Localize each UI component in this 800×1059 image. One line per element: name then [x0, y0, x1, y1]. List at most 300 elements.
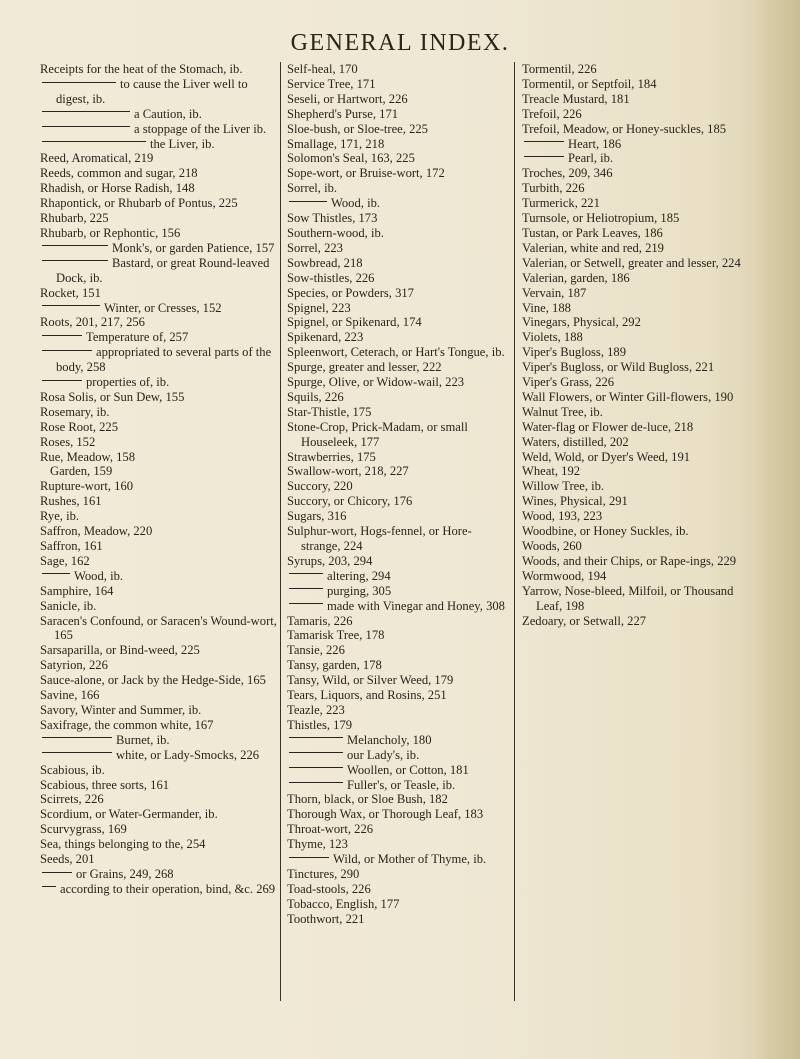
index-entry — [40, 151, 278, 166]
index-entry-text: Wines, Physical, 291 — [522, 494, 628, 509]
index-entry-text: Weld, Wold, or Dyer's Weed, 191 — [522, 449, 691, 464]
index-entry — [287, 882, 511, 897]
column-divider — [280, 62, 281, 1001]
index-entry — [40, 852, 278, 867]
index-entry-text: Scabious, three sorts, 161 — [40, 777, 170, 792]
index-entry-text: Sorrel, 223 — [287, 240, 343, 255]
index-entry-text: Wood, 193, 223 — [522, 509, 603, 524]
ditto-rule — [42, 335, 82, 336]
index-entry-text: a stoppage of the Liver ib. — [134, 121, 267, 136]
index-entry-text: Wild, or Mother of Thyme, ib. — [333, 852, 487, 867]
index-entry-text: Stone-Crop, Prick-Madam, or small Houseleek, 177 — [287, 419, 468, 449]
index-entry — [522, 256, 756, 271]
index-entry-text: Rose Root, 225 — [40, 419, 119, 434]
index-entry — [40, 494, 278, 509]
index-entry-text: Rye, ib. — [40, 509, 80, 524]
index-entry-text: Willow Tree, ib. — [522, 479, 605, 494]
index-entry-text: Bastard, or great Round-leaved Dock, ib. — [56, 255, 270, 285]
ditto-rule — [42, 350, 92, 351]
index-entry — [40, 181, 278, 196]
index-entry-text: Seeds, 201 — [40, 852, 95, 867]
index-entry — [40, 778, 278, 793]
index-entry-text: Spignel, 223 — [287, 300, 351, 315]
index-entry — [40, 166, 278, 181]
index-entry — [522, 77, 756, 92]
index-entry — [522, 286, 756, 301]
index-entry-text: Fuller's, or Teasle, ib. — [347, 777, 456, 792]
index-entry-text: Burnet, ib. — [116, 732, 170, 747]
index-entry — [287, 390, 511, 405]
index-entry — [40, 196, 278, 211]
index-entry-text: Tamaris, 226 — [287, 613, 353, 628]
index-entry — [40, 867, 278, 882]
index-entry-text: properties of, ib. — [86, 375, 170, 390]
index-entry-text: Syrups, 203, 294 — [287, 553, 373, 568]
index-entry — [522, 122, 756, 137]
index-entry — [40, 286, 278, 301]
ditto-rule — [42, 573, 70, 574]
index-entry-text: Temperature of, 257 — [86, 330, 189, 345]
index-entry — [40, 137, 278, 152]
index-entry — [522, 405, 756, 420]
index-entry — [522, 151, 756, 166]
index-entry-text: Tormentil, or Septfoil, 184 — [522, 76, 657, 91]
index-entry-text: Self-heal, 170 — [287, 62, 358, 76]
index-entry-text: Valerian, garden, 186 — [522, 270, 630, 285]
index-entry — [287, 62, 511, 77]
ditto-rule — [289, 588, 323, 589]
index-entry — [40, 122, 278, 137]
index-entry — [287, 778, 511, 793]
index-entry-text: Savory, Winter and Summer, ib. — [40, 702, 202, 717]
index-entry — [287, 107, 511, 122]
index-entry — [287, 673, 511, 688]
index-entry — [522, 62, 756, 77]
index-entry — [40, 330, 278, 345]
index-entry — [522, 539, 756, 554]
index-entry — [40, 539, 278, 554]
page-title: GENERAL INDEX. — [290, 30, 510, 56]
index-entry — [40, 226, 278, 241]
index-entry-text: Saracen's Confound, or Saracen's Wound-wort, 165 — [40, 613, 277, 643]
index-entry — [522, 584, 756, 614]
index-entry — [287, 852, 511, 867]
index-column-2 — [287, 62, 511, 927]
index-entry-text: Spleenwort, Ceterach, or Hart's Tongue, ib. — [287, 345, 505, 360]
column-divider — [514, 62, 515, 1001]
ditto-rule — [42, 752, 112, 753]
index-entry-text: our Lady's, ib. — [347, 747, 420, 762]
index-entry-text: Roots, 201, 217, 256 — [40, 315, 145, 330]
index-entry — [40, 450, 278, 465]
index-entry-text: Sarsaparilla, or Bind-weed, 225 — [40, 643, 200, 658]
index-entry-text: Woollen, or Cotton, 181 — [347, 762, 469, 777]
index-entry — [40, 405, 278, 420]
index-entry-text: Rupture-wort, 160 — [40, 479, 134, 494]
ditto-rule — [42, 141, 146, 142]
index-entry — [287, 315, 511, 330]
index-entry — [40, 107, 278, 122]
index-entry-text: Trefoil, Meadow, or Honey-suckles, 185 — [522, 121, 727, 136]
index-entry-text: Tears, Liquors, and Rosins, 251 — [287, 688, 447, 703]
index-entry — [40, 509, 278, 524]
index-entry — [287, 77, 511, 92]
index-entry-text: Solomon's Seal, 163, 225 — [287, 151, 415, 166]
index-entry — [522, 226, 756, 241]
ditto-rule — [289, 201, 327, 202]
ditto-rule — [42, 305, 100, 306]
index-entry — [287, 584, 511, 599]
index-entry-text: or Grains, 249, 268 — [76, 866, 174, 881]
index-entry-text: Spikenard, 223 — [287, 330, 364, 345]
index-entry-text: Pearl, ib. — [568, 151, 614, 166]
index-entry-text: Sugars, 316 — [287, 509, 347, 524]
index-entry-text: a Caution, ib. — [134, 106, 202, 121]
index-entry-text: Saxifrage, the common white, 167 — [40, 717, 214, 732]
index-entry — [287, 286, 511, 301]
index-entry — [287, 703, 511, 718]
index-entry — [40, 673, 278, 688]
index-entry-text: Smallage, 171, 218 — [287, 136, 385, 151]
index-entry — [287, 196, 511, 211]
index-entry-text: Sope-wort, or Bruise-wort, 172 — [287, 166, 445, 181]
index-entry — [287, 450, 511, 465]
index-entry-text: Melancholy, 180 — [347, 732, 432, 747]
index-entry — [522, 360, 756, 375]
index-entry — [522, 301, 756, 316]
index-entry-text: Rosa Solis, or Sun Dew, 155 — [40, 389, 185, 404]
index-entry — [40, 807, 278, 822]
index-entry-text: Yarrow, Nose-bleed, Milfoil, or Thousand Leaf, 198 — [522, 583, 734, 613]
index-entry — [522, 196, 756, 211]
index-entry-text: Shepherd's Purse, 171 — [287, 106, 399, 121]
index-entry — [287, 509, 511, 524]
index-entry-text: Tobacco, English, 177 — [287, 896, 400, 911]
index-entry — [287, 807, 511, 822]
index-entry-text: Toothwort, 221 — [287, 911, 365, 926]
index-entry — [287, 479, 511, 494]
index-entry-text: Monk's, or garden Patience, 157 — [112, 240, 275, 255]
index-entry — [522, 345, 756, 360]
index-entry — [40, 211, 278, 226]
index-entry-text: Tansy, garden, 178 — [287, 658, 382, 673]
index-entry — [522, 315, 756, 330]
ditto-rule — [289, 752, 343, 753]
index-entry — [40, 599, 278, 614]
index-entry-text: Tansy, Wild, or Silver Weed, 179 — [287, 673, 454, 688]
ditto-rule — [524, 141, 564, 142]
index-entry — [40, 345, 278, 375]
index-entry — [40, 301, 278, 316]
index-entry — [40, 733, 278, 748]
index-entry — [287, 494, 511, 509]
index-entry-text: Wheat, 192 — [522, 464, 581, 479]
index-entry — [522, 524, 756, 539]
ditto-rule — [289, 737, 343, 738]
index-entry-text: Tustan, or Park Leaves, 186 — [522, 225, 663, 240]
index-entry — [287, 822, 511, 837]
index-entry — [40, 390, 278, 405]
index-entry-text: Sorrel, ib. — [287, 181, 338, 196]
index-entry — [40, 882, 278, 897]
index-entry-text: Woods, 260 — [522, 539, 582, 553]
index-entry — [40, 554, 278, 569]
index-entry-text: Savine, 166 — [40, 688, 100, 703]
index-entry-text: Winter, or Cresses, 152 — [104, 300, 222, 315]
index-entry — [40, 763, 278, 778]
index-entry-text: Walnut Tree, ib. — [522, 404, 603, 419]
index-entry — [287, 792, 511, 807]
index-entry — [287, 360, 511, 375]
index-entry — [287, 271, 511, 286]
index-entry — [287, 837, 511, 852]
ditto-rule — [289, 782, 343, 783]
index-entry-text: Southern-wood, ib. — [287, 225, 384, 240]
index-entry — [287, 897, 511, 912]
index-entry — [287, 867, 511, 882]
index-entry-text: Thorn, black, or Sloe Bush, 182 — [287, 792, 448, 807]
index-entry — [40, 792, 278, 807]
ditto-rule — [42, 260, 108, 261]
index-entry — [522, 614, 756, 629]
ditto-rule — [42, 872, 72, 873]
index-entry — [40, 375, 278, 390]
index-entry-text: Violets, 188 — [522, 330, 583, 345]
index-entry — [287, 122, 511, 137]
index-entry — [287, 599, 511, 614]
index-entry — [287, 151, 511, 166]
index-entry-text: Garden, 159 — [50, 464, 113, 479]
index-entry — [287, 226, 511, 241]
index-entry — [287, 524, 511, 554]
index-entry — [40, 256, 278, 286]
index-entry-text: Sage, 162 — [40, 553, 90, 568]
index-entry-text: Swallow-wort, 218, 227 — [287, 464, 409, 479]
index-entry — [522, 464, 756, 479]
index-entry — [287, 628, 511, 643]
index-entry-text: Sowbread, 218 — [287, 255, 363, 270]
ditto-rule — [524, 156, 564, 157]
index-entry-text: Seseli, or Hartwort, 226 — [287, 91, 408, 106]
index-entry-text: Tormentil, 226 — [522, 62, 597, 76]
index-entry-text: Woodbine, or Honey Suckles, ib. — [522, 524, 689, 539]
index-entry-text: the Liver, ib. — [150, 136, 215, 151]
index-entry — [40, 822, 278, 837]
index-entry-text: Spurge, greater and lesser, 222 — [287, 360, 442, 375]
index-entry-text: purging, 305 — [327, 583, 392, 598]
index-entry-text: Teazle, 223 — [287, 702, 345, 717]
index-entry-text: made with Vinegar and Honey, 308 — [327, 598, 505, 613]
index-entry-text: Reed, Aromatical, 219 — [40, 151, 154, 166]
index-entry-text: Scabious, ib. — [40, 762, 105, 777]
index-entry — [40, 241, 278, 256]
index-entry-text: Rushes, 161 — [40, 494, 102, 509]
index-entry — [522, 166, 756, 181]
index-entry-text: Squils, 226 — [287, 389, 344, 404]
index-entry — [522, 509, 756, 524]
index-entry-text: Tamarisk Tree, 178 — [287, 628, 385, 643]
index-column-1 — [40, 62, 278, 897]
index-entry-text: Succory, or Chicory, 176 — [287, 494, 413, 509]
index-entry — [40, 524, 278, 539]
index-entry-text: Tansie, 226 — [287, 643, 345, 658]
index-entry — [40, 718, 278, 733]
index-entry — [287, 464, 511, 479]
index-entry — [40, 584, 278, 599]
index-entry-text: Star-Thistle, 175 — [287, 404, 372, 419]
index-entry — [287, 733, 511, 748]
index-entry-text: Samphire, 164 — [40, 583, 114, 598]
index-entry-text: Turnsole, or Heliotropium, 185 — [522, 211, 680, 226]
ditto-rule — [42, 126, 130, 127]
index-entry-text: Wall Flowers, or Winter Gill-flowers, 190 — [522, 389, 734, 404]
index-entry — [287, 241, 511, 256]
index-entry — [40, 837, 278, 852]
index-entry-text: Rue, Meadow, 158 — [40, 449, 136, 464]
index-entry-text: Turmerick, 221 — [522, 196, 600, 211]
index-entry-text: Thorough Wax, or Thorough Leaf, 183 — [287, 807, 484, 822]
index-entry-text: Trefoil, 226 — [522, 106, 582, 121]
index-entry-text: Throat-wort, 226 — [287, 822, 374, 837]
index-entry-text: Valerian, white and red, 219 — [522, 240, 664, 255]
index-entry — [40, 688, 278, 703]
index-entry-text: Wood, ib. — [74, 568, 124, 583]
index-entry-text: Vine, 188 — [522, 300, 571, 315]
index-entry — [522, 375, 756, 390]
index-entry-text: Sanicle, ib. — [40, 598, 97, 613]
index-entry-text: Rhapontick, or Rhubarb of Pontus, 225 — [40, 196, 238, 211]
index-entry-text: Scurvygrass, 169 — [40, 822, 127, 837]
index-entry-text: Waters, distilled, 202 — [522, 434, 629, 449]
index-entry — [522, 181, 756, 196]
index-entry — [40, 420, 278, 435]
index-entry-text: Rhubarb, or Rephontic, 156 — [40, 225, 181, 240]
index-entry — [40, 435, 278, 450]
index-entry-text: Saffron, 161 — [40, 539, 103, 553]
index-entry — [287, 405, 511, 420]
index-entry — [287, 181, 511, 196]
index-entry-text: Woods, and their Chips, or Rape-ings, 229 — [522, 553, 737, 568]
index-entry — [40, 703, 278, 718]
index-entry — [287, 256, 511, 271]
index-entry-text: Troches, 209, 346 — [522, 166, 613, 181]
index-entry-text: Vervain, 187 — [522, 285, 587, 300]
index-entry-text: to cause the Liver well to digest, ib. — [56, 76, 248, 106]
index-entry — [287, 166, 511, 181]
index-entry-text: Rhubarb, 225 — [40, 211, 109, 226]
index-entry — [522, 554, 756, 569]
index-entry-text: Species, or Powders, 317 — [287, 285, 414, 300]
index-entry — [287, 330, 511, 345]
ditto-rule — [42, 82, 116, 83]
index-entry — [287, 211, 511, 226]
index-entry-text: Sow-thistles, 226 — [287, 270, 375, 285]
index-entry — [287, 137, 511, 152]
index-entry-text: according to their operation, bind, &c. 269 — [60, 881, 276, 896]
index-entry — [40, 464, 278, 479]
ditto-rule — [42, 111, 130, 112]
index-entry — [40, 748, 278, 763]
index-entry — [287, 569, 511, 584]
index-entry-text: Wormwood, 194 — [522, 568, 607, 583]
index-entry — [40, 315, 278, 330]
index-entry — [522, 107, 756, 122]
index-entry — [287, 554, 511, 569]
index-entry — [522, 420, 756, 435]
index-entry — [522, 569, 756, 584]
index-entry-text: Sow Thistles, 173 — [287, 211, 378, 226]
index-entry — [40, 643, 278, 658]
index-entry-text: Sloe-bush, or Sloe-tree, 225 — [287, 121, 428, 136]
index-entry-text: Receipts for the heat of the Stomach, ib. — [40, 62, 243, 76]
index-entry-text: Tinctures, 290 — [287, 866, 360, 881]
index-entry-text: Strawberries, 175 — [287, 449, 376, 464]
index-entry — [522, 330, 756, 345]
index-entry — [40, 658, 278, 673]
index-entry-text: Water-flag or Flower de-luce, 218 — [522, 419, 694, 434]
index-entry-text: Sea, things belonging to the, 254 — [40, 837, 206, 852]
index-entry-text: Succory, 220 — [287, 479, 353, 494]
index-entry — [287, 658, 511, 673]
index-entry-text: Roses, 152 — [40, 434, 96, 449]
index-entry-text: Thyme, 123 — [287, 837, 348, 852]
index-entry-text: Vinegars, Physical, 292 — [522, 315, 641, 330]
index-entry — [522, 241, 756, 256]
index-entry-text: Turbith, 226 — [522, 181, 585, 196]
index-entry — [287, 718, 511, 733]
index-entry — [522, 450, 756, 465]
ditto-rule — [42, 886, 56, 887]
index-entry — [522, 92, 756, 107]
ditto-rule — [289, 767, 343, 768]
ditto-rule — [289, 603, 323, 604]
ditto-rule — [42, 380, 82, 381]
index-entry-text: Scirrets, 226 — [40, 792, 104, 807]
index-entry — [287, 375, 511, 390]
index-entry-text: Satyrion, 226 — [40, 658, 108, 673]
index-entry-text: Toad-stools, 226 — [287, 881, 371, 896]
index-entry — [287, 912, 511, 927]
index-entry — [287, 301, 511, 316]
index-entry — [287, 420, 511, 450]
index-entry-text: Thistles, 179 — [287, 717, 353, 732]
index-entry-text: Spignel, or Spikenard, 174 — [287, 315, 422, 330]
index-entry-text: Viper's Bugloss, or Wild Bugloss, 221 — [522, 360, 715, 375]
index-entry — [287, 763, 511, 778]
index-entry — [522, 390, 756, 405]
index-entry — [287, 688, 511, 703]
index-entry — [40, 62, 278, 77]
index-entry — [287, 92, 511, 107]
index-entry-text: Valerian, or Setwell, greater and lesser, 224 — [522, 255, 741, 270]
index-entry-text: appropriated to several parts of the body, 258 — [56, 345, 272, 375]
index-entry-text: Saffron, Meadow, 220 — [40, 524, 153, 539]
index-entry — [287, 748, 511, 763]
index-entry-text: altering, 294 — [327, 568, 391, 583]
index-entry-text: Service Tree, 171 — [287, 76, 376, 91]
index-entry — [287, 614, 511, 629]
index-entry-text: Sulphur-wort, Hogs-fennel, or Hore-strange, 224 — [287, 524, 472, 553]
ditto-rule — [42, 737, 112, 738]
index-entry — [522, 271, 756, 286]
index-entry-text: Wood, ib. — [331, 196, 381, 211]
index-entry-text: Reeds, common and sugar, 218 — [40, 166, 198, 181]
index-entry — [522, 435, 756, 450]
index-entry — [522, 137, 756, 152]
index-entry — [522, 211, 756, 226]
page-edge-shadow — [754, 0, 800, 1059]
index-entry — [40, 614, 278, 644]
